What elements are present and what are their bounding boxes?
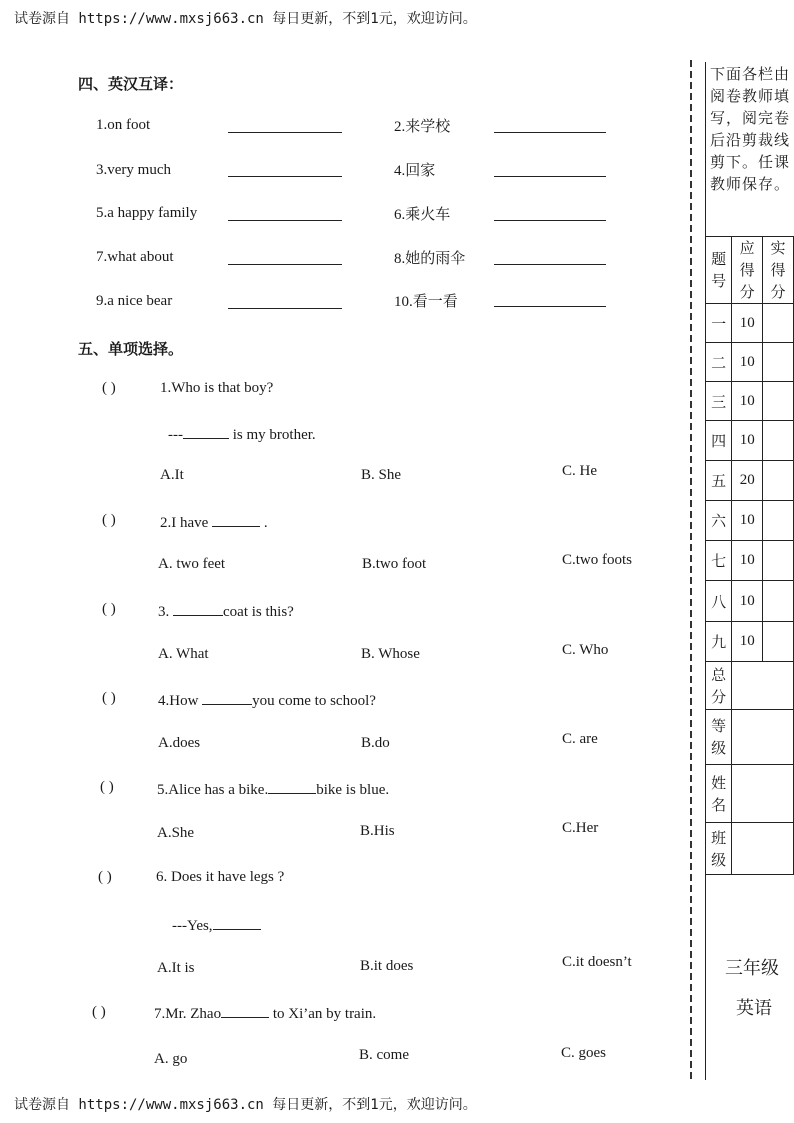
option-a: A. go [154,1051,188,1067]
row-label: 二 [706,343,732,382]
row-full-score: 10 [732,501,763,541]
col-header-full-score: 应得分 [732,237,763,304]
name-cell[interactable] [732,765,794,823]
header-source-text: 试卷源自 https://www.mxsj663.cn 每日更新，不到1元，欢迎访问。 [14,11,477,27]
row-label: 三 [706,382,732,421]
answer-line-8[interactable] [494,264,606,265]
translate-item-10: 10.看一看 [394,294,458,310]
question-reply [172,915,261,935]
question-suffix: you come to school? [252,693,376,709]
table-row [706,343,794,382]
translate-item-8: 8.她的雨伞 [394,251,466,267]
blank[interactable] [221,1003,269,1018]
option-a: A.It [160,467,184,483]
option-b: B. She [361,467,402,483]
option-b: B.His [360,823,395,839]
table-header-row [706,237,794,304]
answer-line-4[interactable] [494,176,606,177]
table-row [706,581,794,622]
question-text [160,512,268,532]
answer-line-6[interactable] [494,220,606,221]
question-text [154,1003,376,1023]
row-actual-score-cell[interactable] [763,382,794,421]
class-row [706,823,794,875]
blank[interactable] [173,601,223,616]
total-row [706,662,794,710]
translate-item-7: 7.what about [96,249,174,265]
question-prefix: 7.Mr. Zhao [154,1006,222,1022]
row-full-score: 20 [732,461,763,501]
answer-line-7[interactable] [228,264,342,265]
reply-prefix: ---Yes, [172,918,213,934]
question-prefix: 4.How [158,693,203,709]
reply-suffix: is my brother. [229,427,316,443]
option-b: B.do [361,735,390,751]
answer-line-3[interactable] [228,176,342,177]
option-c: C.two foots [562,552,633,568]
question-text [157,779,389,799]
question-text: 1.Who is that boy? [160,380,274,396]
row-actual-score-cell[interactable] [763,541,794,581]
question-suffix: coat is this? [223,604,294,620]
answer-paren[interactable]: ( ) [102,690,116,706]
row-actual-score-cell[interactable] [763,581,794,622]
blank[interactable] [212,512,260,527]
footer-source-text: 试卷源自 https://www.mxsj663.cn 每日更新，不到1元，欢迎访问。 [14,1097,477,1113]
row-label: 等级 [706,710,732,765]
answer-line-2[interactable] [494,132,606,133]
row-label: 八 [706,581,732,622]
option-a: A.She [157,825,195,841]
blank[interactable] [213,915,261,930]
row-actual-score-cell[interactable] [763,622,794,662]
section4-title: 四、英汉互译： [78,75,184,93]
answer-paren[interactable]: ( ) [102,512,116,528]
table-row [706,541,794,581]
option-b: B. come [359,1047,409,1063]
table-row [706,501,794,541]
row-full-score: 10 [732,304,763,343]
table-row [706,304,794,343]
answer-line-5[interactable] [228,220,342,221]
name-row [706,765,794,823]
row-label: 姓名 [706,765,732,823]
blank[interactable] [183,424,229,439]
answer-paren[interactable]: ( ) [98,869,112,885]
option-c: C. are [562,731,598,747]
answer-line-10[interactable] [494,306,606,307]
translate-item-4: 4.回家 [394,163,436,179]
col-header-question-no: 题号 [706,237,732,304]
blank[interactable] [202,690,252,705]
translate-item-5: 5.a happy family [96,205,198,221]
blank[interactable] [268,779,316,794]
row-label: 一 [706,304,732,343]
answer-paren[interactable]: ( ) [92,1004,106,1020]
row-full-score: 10 [732,382,763,421]
question-text: 6. Does it have legs ? [156,869,285,885]
translate-item-3: 3.very much [96,162,171,178]
row-full-score: 10 [732,622,763,662]
total-score-cell[interactable] [732,662,794,710]
class-cell[interactable] [732,823,794,875]
table-row [706,622,794,662]
col-header-actual-score: 实得分 [763,237,794,304]
question-prefix: 2.I have [160,515,213,531]
row-full-score: 10 [732,581,763,622]
row-actual-score-cell[interactable] [763,501,794,541]
translate-item-6: 6.乘火车 [394,207,451,223]
row-full-score: 10 [732,541,763,581]
translate-item-9: 9.a nice bear [96,293,173,309]
table-row [706,461,794,501]
row-actual-score-cell[interactable] [763,421,794,461]
sidebar-instruction: 下面各栏由阅卷教师填写，阅完卷后沿剪裁线剪下。任课教师保存。 [710,65,791,193]
subject-label: 英语 [736,998,772,1019]
option-a: A.It is [157,960,195,976]
question-text [158,601,294,621]
grade-cell[interactable] [732,710,794,765]
row-label: 六 [706,501,732,541]
row-label: 班级 [706,823,732,875]
row-full-score: 10 [732,421,763,461]
row-label: 总分 [706,662,732,710]
row-label: 九 [706,622,732,662]
section5-title: 五、单项选择。 [78,340,184,358]
row-actual-score-cell[interactable] [763,343,794,382]
question-suffix: . [260,515,268,531]
row-actual-score-cell[interactable] [763,304,794,343]
question-prefix: 5.Alice has a bike. [157,782,269,798]
grade-row [706,710,794,765]
question-suffix: bike is blue. [316,782,390,798]
option-c: C. goes [561,1045,606,1061]
option-c: C. Who [562,642,609,658]
option-c: C.it doesn’t [562,954,632,970]
question-prefix: 3. [158,604,173,620]
option-a: A. two feet [158,556,226,572]
translate-item-1: 1.on foot [96,117,151,133]
option-c: C.Her [562,820,599,836]
option-b: B.it does [360,958,414,974]
answer-paren[interactable]: ( ) [100,779,114,795]
option-b: B.two foot [362,556,427,572]
question-text [158,690,376,710]
row-actual-score-cell[interactable] [763,461,794,501]
option-a: A.does [158,735,201,751]
option-c: C. He [562,463,597,479]
option-a: A. What [158,646,209,662]
row-full-score: 10 [732,343,763,382]
grade-label: 三年级 [725,958,779,979]
table-row [706,421,794,461]
row-label: 四 [706,421,732,461]
translate-item-2: 2.来学校 [394,119,451,135]
answer-paren[interactable]: ( ) [102,601,116,617]
answer-paren[interactable]: ( ) [102,380,116,396]
score-table [705,236,794,875]
row-label: 七 [706,541,732,581]
option-b: B. Whose [361,646,420,662]
question-suffix: to Xi’an by train. [269,1006,377,1022]
answer-line-9[interactable] [228,308,342,309]
row-label: 五 [706,461,732,501]
table-row [706,382,794,421]
question-reply [168,424,316,444]
cut-line [686,60,696,1080]
answer-line-1[interactable] [228,132,342,133]
reply-prefix: --- [168,427,183,443]
